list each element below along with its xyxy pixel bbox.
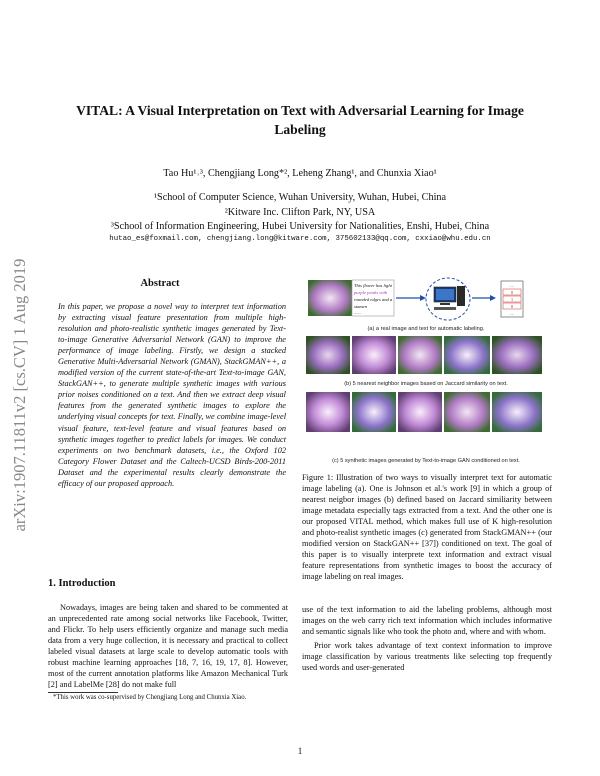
arxiv-stamp-text: arXiv:1907.11811v2 [cs.CV] 1 Aug 2019 [10,258,29,532]
label-dots-top: ... [510,283,514,288]
text-box-line-4: stamen [354,304,368,309]
intro-heading: 1. Introduction [48,578,116,589]
synthetic-image-3 [398,392,442,432]
title-line-2: Labeling [274,122,326,137]
neighbor-image-4 [444,336,490,374]
synthetic-image-4 [444,392,490,432]
authors: Tao Hu¹˒³, Chengjiang Long*², Leheng Zhang¹, and Chunxia Xiao¹ [163,168,437,179]
text-box-line-1: This flower has light [354,283,392,288]
arrow-head-icon [420,295,426,301]
real-flower-image [308,280,352,316]
label-value-3: 0 [510,304,514,309]
affiliation-3: ³School of Information Engineering, Hubei University for Nationalities, Enshi, Hubei, China [110,221,490,232]
monitor-screen [436,289,454,300]
text-box-ellipsis: ...... [354,310,361,315]
neighbor-image-2 [352,336,396,374]
neighbor-image-3 [398,336,442,374]
synthetic-image-5 [492,392,542,432]
right-paragraph-2: Prior work takes advantage of text context information to improve image classification by various treatments like selecting top frequently used words and user-generated [302,641,552,673]
right-column-text [302,604,552,673]
abstract-text: In this paper, we propose a novel way to interpret text information by extracting visual feature presentation from multiple high-resolution and photo-realistic synthetic images generated by Text-to-image Generative Adversarial Network (GAN) to improve the performance of image labeling. Firstly, we design a stacked Generative Multi-Adversarial Network (GMAN), StackGMAN++, a modified version of the current state-of-the-art Text-to-image GAN, StackGAN++, to generate multiple synthetic images with various prior noises conditioned on a text. And then we extract deep visual features from the generated synthetic images to explore the underlying visual concepts for text. Finally, we combine image-level visual feature, text-level feature and visual features based on synthetic images together to predict labels for images. We conduct experiments on two benchmark datasets, i.e., the Oxford 102 Category Flower Dataset and the Caltech-UCSD Birds-200-2011 Dataset and the experimental results clearly demonstrate the efficacy of our proposed approach. [58,302,286,488]
synthetic-image-1 [306,392,350,432]
paper-title [40,101,560,139]
label-value-1: 0 [510,290,514,295]
caption-b: (b) 5 nearest neighbor images based on Jaccard similarity on text. [344,381,508,387]
abstract-heading: Abstract [140,278,180,289]
caption-c: (c) 5 synthetic images generated by Text-to-image GAN conditioned on text. [332,458,520,464]
right-paragraph-1: use of the text information to aid the labeling problems, although most images on the web carry rich text information which includes informative and semantic signals like who took the photo and, where and with whom. [302,605,552,637]
arrow-head-icon [490,295,496,301]
footnote: *This work was co-supervised by Chengjiang Long and Chunxia Xiao. [53,694,247,701]
caption-a: (a) a real image and text for automatic labeling. [367,326,485,332]
computer-tower-icon [457,286,465,306]
affiliation-1: ¹School of Computer Science, Wuhan University, Wuhan, Hubei, China [153,192,447,203]
keyboard-icon [434,307,456,310]
monitor-stand [440,303,450,305]
text-box-line-3: rounded edges and a [354,297,393,302]
label-value-2: 1 [510,297,514,302]
label-dots-bottom: ... [510,311,514,316]
neighbor-image-5 [492,336,542,374]
page-number: 1 [297,746,303,756]
figure-caption: Figure 1: Illustration of two ways to visually interpret text for automatic image labeling (a). One is Johnson et al.'s work [9] in which a group of nearest neigbor images (b) defined based on Jaccard similiarity between image metadata especially tags extracted from a text. And the other one is our proposed VITAL method, which makes full use of K high-resolution and photo-realist synthetic images (c) generated from StackGMAN++ (our modified version on StackGAN++ [37]) conditioned on text. The goal of this paper is to visually interprete text information and extract visual feature representations from synthetic images to boost the accuracy of image labeling on real images. [302,473,552,582]
synthetic-image-2 [352,392,396,432]
author-emails: hutao_es@foxmail.com, chengjiang.long@kitware.com, 375602133@qq.com, cxxiao@whu.edu.cn [109,235,491,243]
footnote-rule [48,692,118,693]
figure-1 [300,274,552,470]
text-box-line-2: purple petals with [354,290,388,295]
intro-text: Nowadays, images are being taken and shared to be commented at an unprecedented rate among social networks like Facebook, Twitter, and Flickr. To help users efficiently organize and manage such media data from a very huge collection, it is necessary and practical to collect labeled visual datasets at large scale to develop automatic tools with robust machine learning approaches [18, 7, 16, 19, 17, 8]. However, most of the current annotation platforms like Amazon Mechanical Turk [2] and LabelMe [28] do not make full [48,603,288,690]
affiliation-2: ²Kitware Inc. Clifton Park, NY, USA [224,207,376,218]
neighbor-image-1 [306,336,350,374]
title-line-1: VITAL: A Visual Interpretation on Text with Adversarial Learning for Image [76,103,524,118]
